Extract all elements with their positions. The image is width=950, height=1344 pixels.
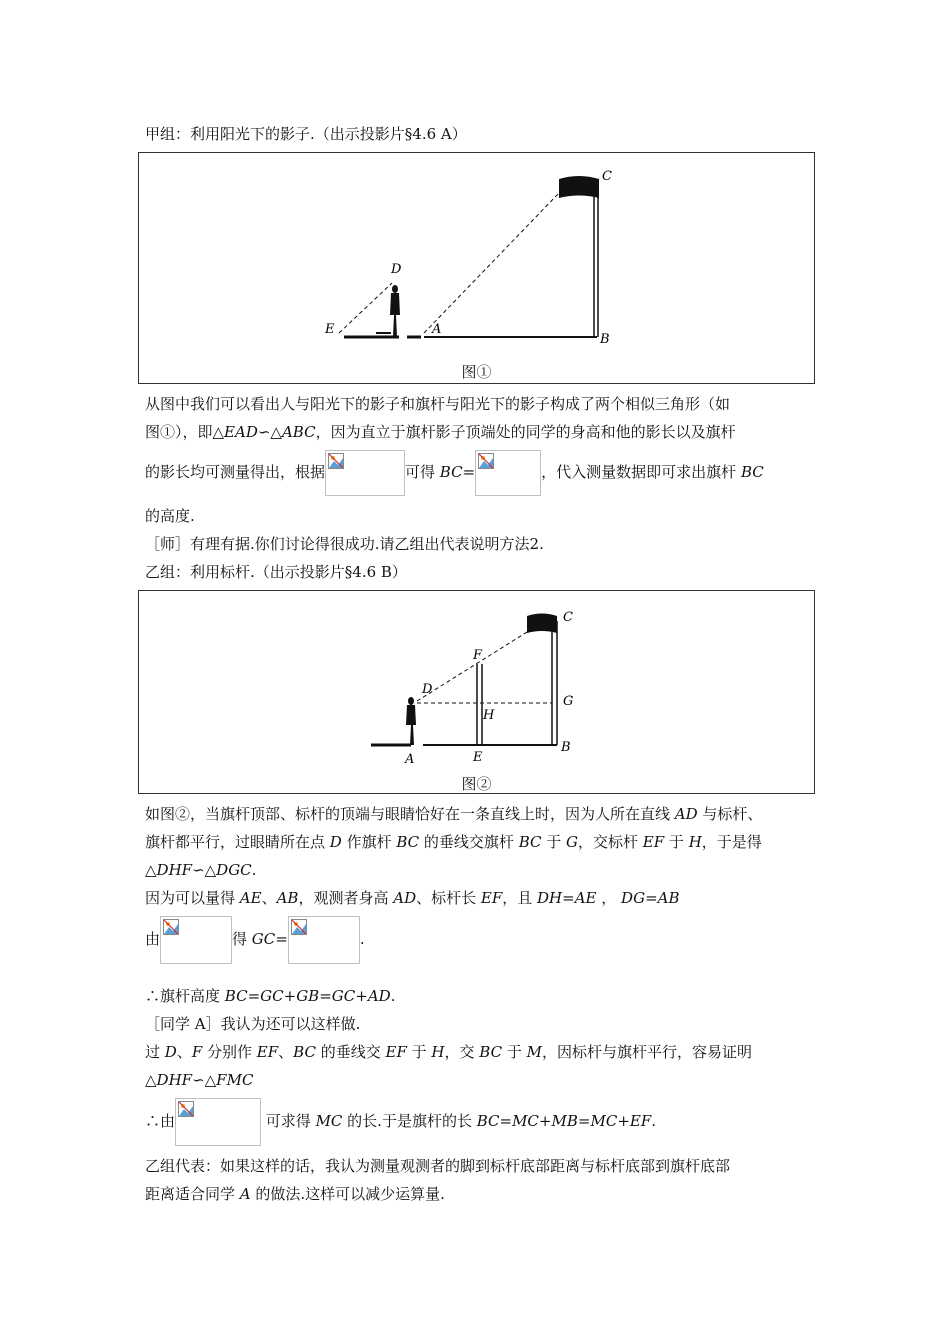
sight-line-dc <box>417 627 535 701</box>
para2-line5: 由 得 GC= . <box>145 916 365 964</box>
broken-image-icon <box>328 453 344 469</box>
label-E: E <box>325 322 335 337</box>
para3-line2: 过 D、F 分别作 EF、BC 的垂线交 EF 于 H，交 BC 于 M，因标杆与旗杆平行，容易证明 <box>145 1043 752 1061</box>
section-heading-yi: 乙组：利用标杆.（出示投影片§4.6 B） <box>145 563 407 581</box>
flag-shape <box>527 614 557 634</box>
label-C: C <box>602 169 612 184</box>
label-F: F <box>473 648 483 663</box>
label-C: C <box>563 610 573 625</box>
label-A: A <box>405 752 415 767</box>
formula-image-5 <box>175 1098 261 1146</box>
label-B: B <box>561 740 571 755</box>
formula-image-1 <box>325 450 405 496</box>
para4-line2: 距离适合同学 A 的做法.这样可以减少运算量. <box>145 1185 445 1203</box>
label-E: E <box>473 750 483 765</box>
para1-line3: 的影长均可测量得出，根据 可得 BC= ，代入测量数据即可求出旗杆 BC <box>145 450 764 496</box>
formula-image-3 <box>160 916 232 964</box>
figure-2-caption: 图② <box>461 775 492 793</box>
teacher-line: ［师］有理有据.你们讨论得很成功.请乙组出代表说明方法2. <box>145 535 544 553</box>
figure-1-diagram <box>139 153 814 383</box>
label-D: D <box>422 682 433 697</box>
label-H: H <box>483 708 495 723</box>
para2-line6: ∴旗杆高度 BC=GC+GB=GC+AD. <box>145 987 396 1005</box>
person-head <box>408 697 414 705</box>
section-heading-jia: 甲组：利用阳光下的影子.（出示投影片§4.6 A） <box>145 125 467 143</box>
person-head <box>392 285 398 293</box>
para2-line3: △DHF∽△DGC. <box>145 861 257 879</box>
figure-2 <box>138 590 815 794</box>
para1-line4: 的高度. <box>145 507 195 525</box>
figure-2-diagram <box>139 591 814 793</box>
ray-ed <box>339 283 392 333</box>
broken-image-icon <box>163 919 179 935</box>
flag-shape <box>559 176 599 198</box>
person-body <box>390 293 400 337</box>
para1-line1: 从图中我们可以看出人与阳光下的影子和旗杆与阳光下的影子构成了两个相似三角形（如 <box>145 395 731 413</box>
para2-line2: 旗杆都平行，过眼睛所在点 D 作旗杆 BC 的垂线交旗杆 BC 于 G，交标杆 EF 于 H，于是得 <box>145 833 762 851</box>
figure-1-caption: 图① <box>461 363 492 381</box>
formula-image-2 <box>475 450 541 496</box>
para3-line1: ［同学 A］我认为还可以这样做. <box>145 1015 361 1033</box>
para2-line1: 如图②，当旗杆顶部、标杆的顶端与眼睛恰好在一条直线上时，因为人所在直线 AD 与标杆、 <box>145 805 763 823</box>
label-D: D <box>391 262 402 277</box>
person-body <box>406 705 416 745</box>
label-B: B <box>600 332 610 347</box>
para1-line2: 图①），即△EAD∽△ABC，因为直立于旗杆影子顶端处的同学的身高和他的影长以及旗杆 <box>145 423 736 441</box>
broken-image-icon <box>478 453 494 469</box>
ray-ac <box>424 193 559 333</box>
para3-line4: ∴由 可求得 MC 的长.于是旗杆的长 BC=MC+MB=MC+EF. <box>145 1098 656 1146</box>
label-G: G <box>563 694 574 709</box>
broken-image-icon <box>178 1101 194 1117</box>
label-A: A <box>432 322 442 337</box>
formula-image-4 <box>288 916 360 964</box>
para2-line4: 因为可以量得 AE、AB，观测者身高 AD、标杆长 EF，且 DH=AE ， DG=AB <box>145 889 680 907</box>
para4-line1: 乙组代表：如果这样的话，我认为测量观测者的脚到标杆底部距离与标杆底部到旗杆底部 <box>145 1157 731 1175</box>
para3-line3: △DHF∽△FMC <box>145 1071 254 1089</box>
broken-image-icon <box>291 919 307 935</box>
figure-1 <box>138 152 815 384</box>
